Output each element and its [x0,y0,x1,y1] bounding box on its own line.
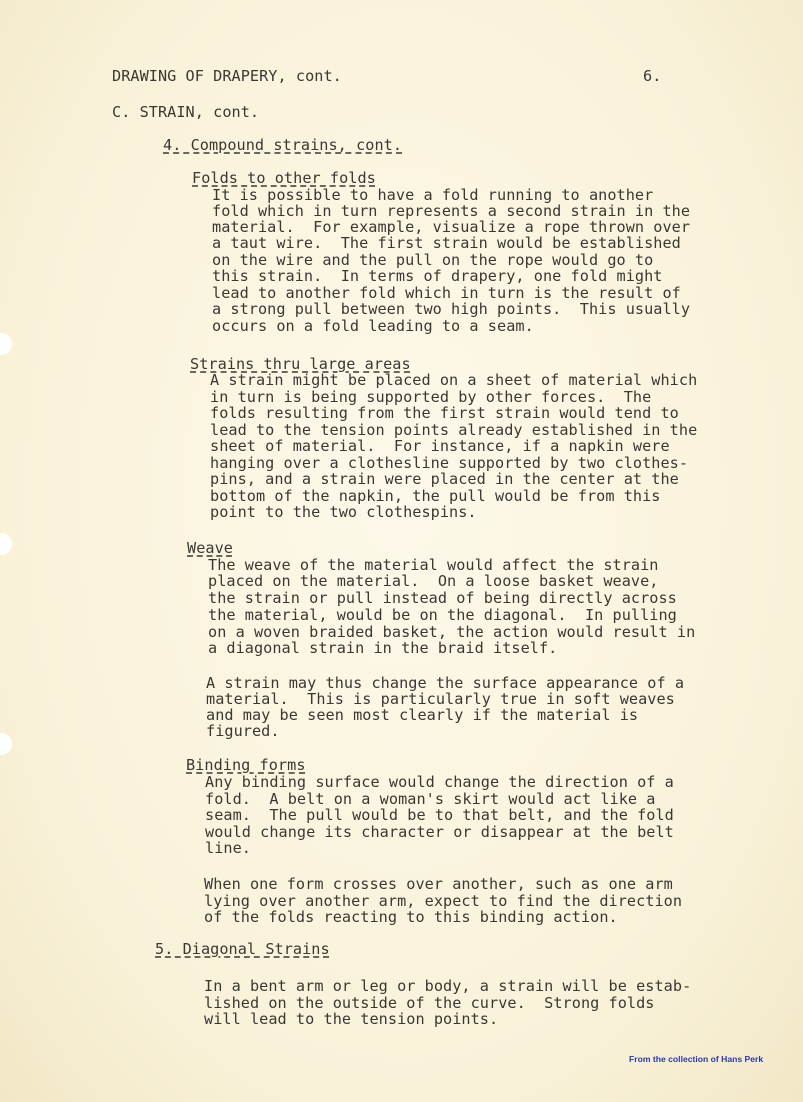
paragraph-line: It is possible to have a fold running to another [212,186,654,204]
binding-heading: Binding forms [186,756,306,774]
paragraph-line: lished on the outside of the curve. Strong folds [204,994,655,1012]
paragraph-line: fold which in turn represents a second strain in the [212,202,691,220]
paragraph-line: and may be seen most clearly if the material is [206,706,639,724]
paragraph-line: hanging over a clothesline supported by two clothes- [210,454,689,472]
weave-heading: Weave [187,539,233,557]
paragraph-line: a strong pull between two high points. This usually [212,300,691,318]
paragraph-line: would change its character or disappear at the belt [205,823,674,841]
paragraph-line: on the wire and the pull on the rope would go to [212,251,654,269]
section-heading: C. STRAIN, cont. [112,103,260,121]
paragraph-line: this strain. In terms of drapery, one fold might [212,267,663,285]
paragraph-line: pins, and a strain were placed in the center at the [210,470,679,488]
paragraph-line: of the folds reacting to this binding action. [204,908,618,926]
paragraph-line: lead to another fold which in turn is the result of [212,284,681,302]
folds-heading: Folds to other folds [192,169,376,187]
paragraph-line: bottom of the napkin, the pull would be from this [210,487,661,505]
paragraph-line: A strain might be placed on a sheet of material which [210,371,698,389]
paragraph-line: in turn is being supported by other forces. The [210,388,652,406]
paragraph-line: on a woven braided basket, the action would result in [208,623,696,641]
paragraph-line: lying over another arm, expect to find the direction [204,892,683,910]
paragraph-line: occurs on a fold leading to a seam. [212,317,534,335]
diagonal-heading: 5. Diagonal Strains [155,940,330,958]
paragraph-line: point to the two clothespins. [210,503,477,521]
binder-hole [0,733,12,755]
paragraph-line: the material, would be on the diagonal. In pulling [208,606,677,624]
paragraph-line: When one form crosses over another, such as one arm [204,875,673,893]
paragraph-line: material. This is particularly true in soft weaves [206,690,675,708]
document-title: DRAWING OF DRAPERY, cont. [112,67,342,85]
paragraph-line: line. [205,839,251,857]
paragraph-line: sheet of material. For instance, if a napkin were [210,437,670,455]
paragraph-line: seam. The pull would be to that belt, and the fold [205,806,674,824]
subsection-heading: 4. Compound strains, cont. [163,136,403,154]
paragraph-line: folds resulting from the first strain would tend to [210,404,679,422]
paragraph-line: A strain may thus change the surface appearance of a [206,674,685,692]
paragraph-line: lead to the tension points already established in the [210,421,698,439]
collection-credit: From the collection of Hans Perk [629,1054,764,1064]
paragraph-line: a diagonal strain in the braid itself. [208,639,558,657]
paragraph-line: figured. [206,722,280,740]
binder-hole [0,333,12,355]
binder-hole [0,533,12,555]
paragraph-line: The weave of the material would affect the strain [208,556,659,574]
paragraph-line: the strain or pull instead of being directly across [208,589,677,607]
paragraph-line: will lead to the tension points. [204,1010,499,1028]
paragraph-line: In a bent arm or leg or body, a strain will be estab- [204,977,692,995]
paragraph-line: placed on the material. On a loose basket weave, [208,572,659,590]
paragraph-line: fold. A belt on a woman's skirt would act like a [205,790,656,808]
paragraph-line: material. For example, visualize a rope thrown over [212,218,691,236]
paragraph-line: Any binding surface would change the direction of a [205,773,674,791]
paragraph-line: a taut wire. The first strain would be established [212,234,681,252]
page-number: 6. [643,67,662,85]
large-areas-heading: Strains thru large areas [190,355,411,373]
